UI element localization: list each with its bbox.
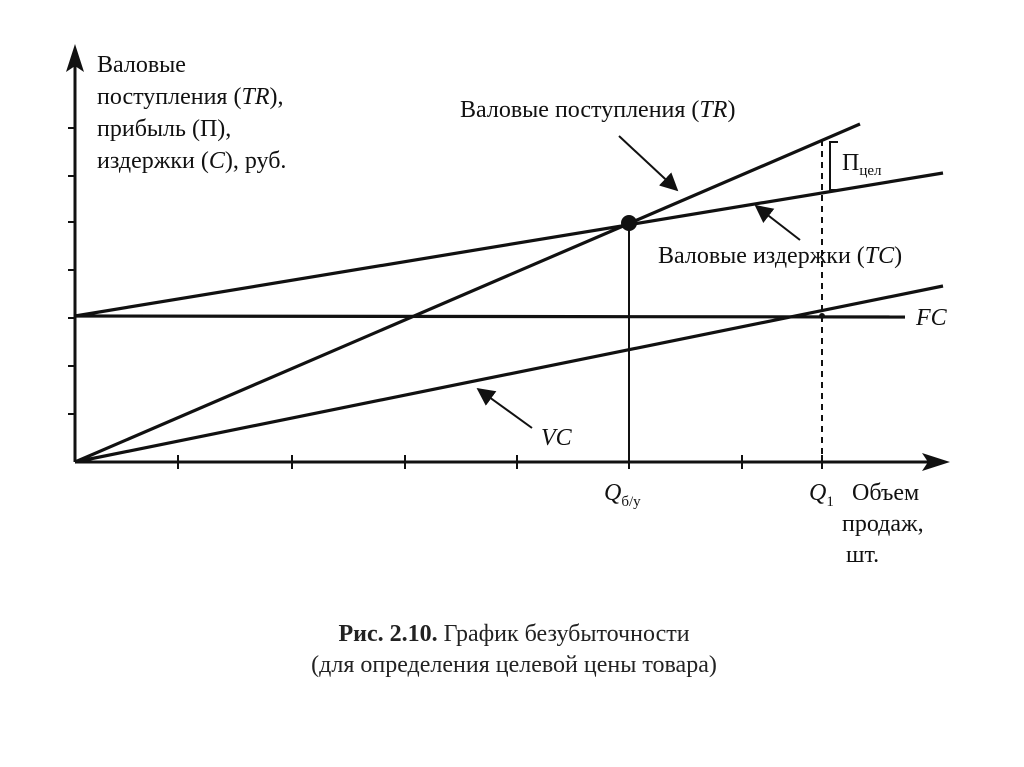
y-axis	[66, 44, 84, 462]
profit-bracket	[830, 142, 838, 190]
y-label-line3: прибыль (П),	[97, 116, 232, 142]
fc-label: FC	[916, 305, 947, 331]
tr-line	[75, 124, 860, 462]
x-label-line2: продаж,	[842, 511, 924, 537]
caption-line1: Рис. 2.10. График безубыточности	[338, 621, 690, 647]
x-axis-label	[842, 480, 924, 568]
target-quantity-label: $Q_1$	[809, 480, 834, 510]
tc-label: Валовые издержки (TC)	[658, 243, 903, 269]
y-label-line4: издержки (C), руб.	[97, 148, 287, 174]
y-axis-label	[97, 52, 286, 174]
profit-label: $П_{цел}$	[842, 150, 882, 179]
tr-pointer-arrow	[619, 136, 677, 190]
tr-label: Валовые поступления (TR)	[460, 97, 736, 123]
x-label-line3: шт.	[846, 542, 880, 568]
breakeven-quantity-label: $Q_{б/у}$	[604, 480, 641, 510]
figure-caption	[311, 621, 717, 678]
vc-label: VC	[541, 425, 572, 451]
vc-line	[75, 286, 943, 462]
vc-pointer-arrow	[478, 389, 532, 428]
y-label-line2: поступления (TR),	[97, 84, 284, 110]
x-axis	[75, 453, 950, 471]
caption-line2: (для определения целевой цены товара)	[311, 652, 717, 678]
fc-line	[75, 316, 905, 317]
tc-pointer-arrow	[756, 206, 800, 240]
y-label-line1: Валовые	[97, 52, 186, 78]
x-label-line1: Объем	[852, 480, 920, 506]
vc-fc-intersection	[819, 313, 825, 319]
